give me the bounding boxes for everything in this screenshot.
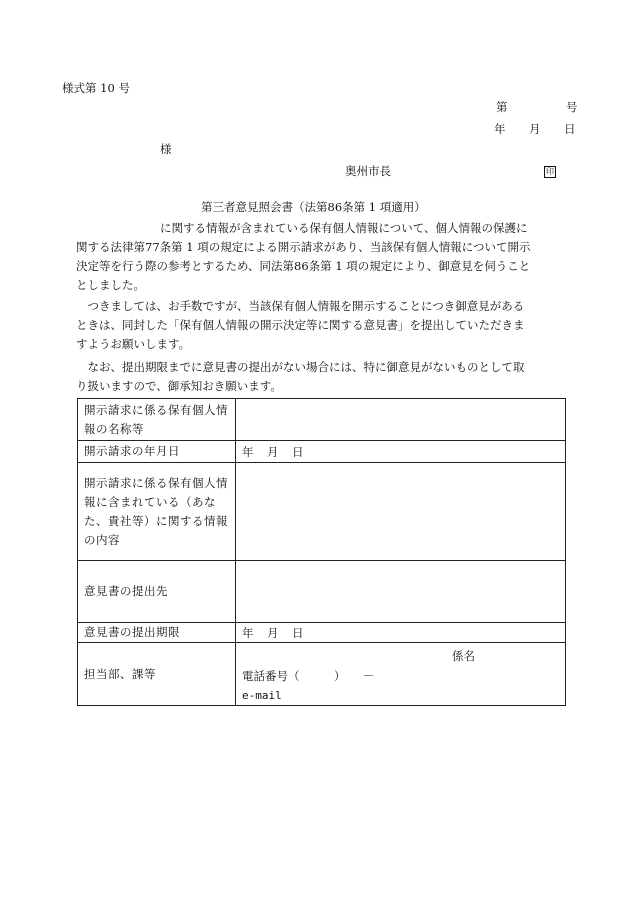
body-line: つきましては、お手数ですが、当該保有個人情報を開示することにつき御意見がある <box>76 299 525 313</box>
table-label-submission-destination: 意見書の提出先 <box>78 561 236 623</box>
table-row <box>78 643 566 706</box>
phone-number-label: 電話番号（ ） － <box>242 669 375 683</box>
form-number: 様式第 10 号 <box>62 81 130 95</box>
body-line: すようお願いします。 <box>76 337 191 351</box>
email-label: e-mail <box>242 689 282 702</box>
body-line: 関する法律第77条第 1 項の規定による開示請求があり、当該保有個人情報について開示 <box>76 240 531 254</box>
body-line: 決定等を行う際の参考とするため、同法第86条第 1 項の規定により、御意見を伺うこと <box>76 259 531 273</box>
table-value-contact <box>236 643 566 706</box>
table-row <box>78 399 566 441</box>
table-row <box>78 623 566 643</box>
sender-name: 奥州市長 <box>345 164 391 178</box>
body-paragraph-1 <box>76 219 570 295</box>
table-value-submission-destination <box>236 561 566 623</box>
body-line: り扱いますので、御承知おき願います。 <box>76 379 282 393</box>
table-row <box>78 441 566 463</box>
table-value-information-content <box>236 463 566 561</box>
body-paragraph-2 <box>76 297 570 354</box>
table-value-request-date: 年 月 日 <box>236 441 566 463</box>
table-label-information-name: 開示請求に係る保有個人情報の名称等 <box>78 399 236 441</box>
table-row <box>78 463 566 561</box>
body-line: としました。 <box>76 278 145 292</box>
table-label-request-date: 開示請求の年月日 <box>78 441 236 463</box>
table-label-information-content: 開示請求に係る保有個人情報に含まれている（あなた、貴社等）に関する情報の内容 <box>78 463 236 561</box>
inquiry-table <box>77 398 566 706</box>
body-line: ときは、同封した「保有個人情報の開示決定等に関する意見書」を提出していただきま <box>76 318 525 332</box>
body-line: なお、提出期限までに意見書の提出がない場合には、特に御意見がないものとして取 <box>76 360 525 374</box>
body-line: に関する情報が含まれている保有個人情報について、個人情報の保護に <box>160 221 528 235</box>
staff-name-label: 係名 <box>452 649 475 663</box>
document-title: 第三者意見照会書（法第86条第 1 項適用） <box>201 200 426 214</box>
body-paragraph-3 <box>76 358 570 396</box>
document-number: 第 号 <box>496 100 584 114</box>
document-date: 年 月 日 <box>494 122 582 136</box>
addressee-suffix: 様 <box>160 142 172 156</box>
table-row <box>78 561 566 623</box>
table-label-submission-deadline: 意見書の提出期限 <box>78 623 236 643</box>
table-value-information-name <box>236 399 566 441</box>
seal-mark: 印 <box>546 167 554 176</box>
table-label-department: 担当部、課等 <box>78 643 236 706</box>
table-value-submission-deadline: 年 月 日 <box>236 623 566 643</box>
